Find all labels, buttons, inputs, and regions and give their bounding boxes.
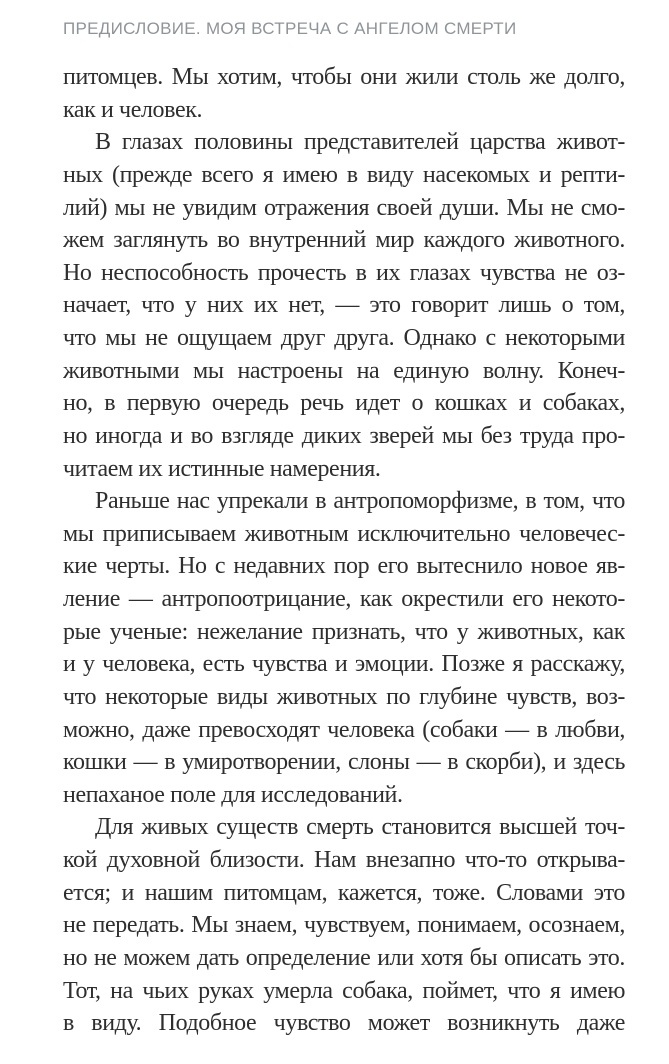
text-line: можно, даже превосходят человека (собаки — в любви,	[63, 716, 625, 743]
text-line: непаханое поле для исследований.	[63, 781, 403, 808]
text-line: рые ученые: нежелание признать, что у животных, как	[63, 618, 625, 645]
text-line: что некоторые виды животных по глубине чувств, воз-	[63, 683, 625, 710]
text-line: животными мы настроены на единую волну. Конеч-	[63, 357, 625, 384]
text-line: как и человек.	[63, 96, 203, 123]
text-line: читаем их истинные намерения.	[63, 455, 381, 482]
text-line: В глазах половины представителей царства живот-	[95, 129, 625, 156]
text-line: что мы не ощущаем друг друга. Однако с некоторыми	[63, 325, 625, 351]
page-text	[63, 61, 625, 1040]
text-line: Но неспособность прочесть в их глазах чувства не оз-	[63, 259, 625, 286]
text-line: Для живых существ смерть становится высшей точ-	[95, 814, 625, 841]
text-line: мы приписываем животным исключительно человечес-	[63, 520, 625, 547]
chapter-header: ПРЕДИСЛОВИЕ. МОЯ ВСТРЕЧА С АНГЕЛОМ СМЕРТИ	[63, 19, 517, 38]
text-line: Тот, на чьих руках умерла собака, поймет, что я имею	[63, 977, 625, 1004]
text-line: питомцев. Мы хотим, чтобы они жили столь же долго,	[63, 64, 625, 90]
text-line: кошки — в умиротворении, слоны — в скорби), и здесь	[63, 749, 625, 776]
text-line: начает, что у них их нет, — это говорит лишь о том,	[63, 292, 625, 319]
text-line: Раньше нас упрекали в антропоморфизме, в том, что	[95, 488, 625, 515]
text-line: не передать. Мы знаем, чувствуем, понимаем, осознаем,	[63, 912, 625, 939]
text-line: кие черты. Но с недавних пор его вытеснило новое яв-	[63, 553, 625, 580]
text-line: ется; и нашим питомцам, кажется, тоже. Словами это	[63, 879, 625, 906]
text-line: жем заглянуть во внутренний мир каждого животного.	[63, 227, 625, 254]
text-line: лий) мы не увидим отражения своей души. Мы не смо-	[63, 194, 625, 221]
text-line: но, в первую очередь речь идет о кошках и собаках,	[63, 390, 625, 417]
text-line: и у человека, есть чувства и эмоции. Позже я расскажу,	[63, 651, 625, 678]
text-line: кой духовной близости. Нам внезапно что-то открыва-	[63, 847, 625, 873]
text-line: ление — антропоотрицание, как окрестили его некото-	[63, 586, 625, 612]
text-line: ных (прежде всего я имею в виду насекомых и репти-	[63, 161, 625, 188]
text-line: в виду. Подобное чувство может возникнуть даже	[63, 1010, 625, 1037]
text-line: но не можем дать определение или хотя бы описать это.	[63, 944, 625, 971]
text-line: но иногда и во взгляде диких зверей мы без труда про-	[63, 422, 625, 449]
